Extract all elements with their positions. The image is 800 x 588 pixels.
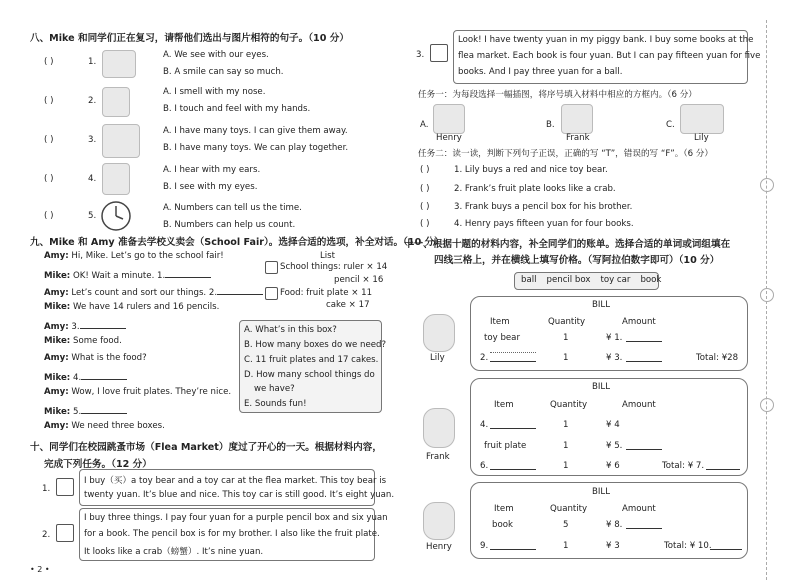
word: ball bbox=[521, 275, 537, 285]
henry-avatar bbox=[423, 502, 455, 540]
blank-number: 4. bbox=[72, 373, 82, 383]
answer-paren[interactable]: ( ) bbox=[44, 96, 54, 106]
passage-line: flea market. Each book is four yuan. But I can pay fifteen yuan for five bbox=[458, 51, 761, 61]
answer-line[interactable] bbox=[626, 528, 662, 529]
col-head: Item bbox=[494, 504, 514, 514]
girl-ears-picture bbox=[102, 163, 130, 195]
toys-picture bbox=[102, 124, 140, 158]
qty: 1 bbox=[563, 461, 569, 471]
list-line: School things: ruler × 14 bbox=[280, 262, 388, 272]
passage-number: 1. bbox=[42, 484, 51, 494]
judge-item: 1. Lily buys a red and nice toy bear. bbox=[454, 165, 608, 175]
answer-paren[interactable]: ( ) bbox=[420, 165, 430, 175]
judge-item: 4. Henry pays fifteen yuan for four books. bbox=[454, 219, 634, 229]
passage-line: for a book. The pencil box is for my brother. I also like the fruit plate. bbox=[84, 529, 380, 539]
pic-name: Frank bbox=[566, 133, 590, 143]
speaker: Mike: bbox=[44, 407, 71, 417]
col-head: Amount bbox=[622, 317, 656, 327]
item: book bbox=[492, 520, 513, 530]
line-text: OK! Wait a minute. bbox=[72, 271, 155, 281]
binding-hole bbox=[760, 398, 774, 412]
option: A. What’s in this box? bbox=[244, 325, 337, 335]
four-line-answer[interactable] bbox=[490, 549, 536, 550]
amount: ¥ 3 bbox=[606, 541, 620, 551]
word: book bbox=[640, 275, 662, 285]
amount: ¥ 1. bbox=[606, 333, 623, 343]
option: D. How many school things do bbox=[244, 370, 375, 380]
face-picture bbox=[102, 50, 136, 78]
speaker: Mike: bbox=[44, 373, 71, 383]
option: C. 11 fruit plates and 17 cakes. bbox=[244, 355, 379, 365]
speaker: Amy: bbox=[44, 322, 69, 332]
blank-number: 2. bbox=[208, 288, 218, 298]
amount: ¥ 5. bbox=[606, 441, 623, 451]
bill-total: Total: ¥ 7. bbox=[662, 461, 705, 471]
answer-paren[interactable]: ( ) bbox=[44, 174, 54, 184]
item-number: 4. bbox=[88, 174, 97, 184]
line-text: Some food. bbox=[72, 336, 122, 346]
blank-number: 1. bbox=[157, 271, 166, 281]
passage-line: I buy three things. I pay four yuan for a purple pencil box and six yuan bbox=[84, 513, 388, 523]
col-head: Quantity bbox=[550, 400, 588, 410]
answer-paren[interactable]: ( ) bbox=[44, 57, 54, 67]
answer-paren[interactable]: ( ) bbox=[44, 211, 54, 221]
section-10-heading: 十、同学们在校园跳蚤市场（Flea Market）度过了开心的一天。根据材料内容， bbox=[30, 442, 382, 453]
amount: ¥ 8. bbox=[606, 520, 623, 530]
speaker: Mike: bbox=[44, 336, 71, 346]
speaker: Amy: bbox=[44, 387, 69, 397]
qty: 1 bbox=[563, 333, 569, 343]
binding-hole bbox=[760, 178, 774, 192]
line-text: We have 14 rulers and 16 pencils. bbox=[72, 302, 220, 312]
four-line-answer[interactable] bbox=[490, 428, 536, 429]
amount: ¥ 4 bbox=[606, 420, 620, 430]
answer-line[interactable] bbox=[710, 549, 742, 550]
line-text: Let’s count and sort our things. bbox=[71, 288, 207, 298]
pic-letter: C. bbox=[666, 120, 675, 130]
passage-line: It looks like a crab（螃蟹）. It’s nine yuan. bbox=[84, 547, 264, 557]
clock-icon bbox=[100, 200, 132, 232]
henry-picture bbox=[433, 104, 465, 134]
bill-person: Lily bbox=[430, 353, 445, 363]
option-a: A. Numbers can tell us the time. bbox=[163, 203, 302, 213]
option-a: A. I hear with my ears. bbox=[163, 165, 261, 175]
task-2: 任务二：读一读，判断下列句子正误，正确的写 “T”，错误的写 “F”。（6 分） bbox=[418, 149, 713, 159]
answer-paren[interactable]: ( ) bbox=[420, 184, 430, 194]
answer-blank[interactable] bbox=[80, 319, 126, 329]
line-text: We need three boxes. bbox=[71, 421, 165, 431]
answer-paren[interactable]: ( ) bbox=[420, 219, 430, 229]
word-bank-words bbox=[516, 275, 666, 285]
pic-letter: B. bbox=[546, 120, 555, 130]
option-a: A. I smell with my nose. bbox=[163, 87, 266, 97]
bill-total: Total: ¥ 10. bbox=[664, 541, 712, 551]
pic-letter: A. bbox=[420, 120, 429, 130]
item: 6. bbox=[480, 461, 489, 471]
option-b: B. Numbers can help us count. bbox=[163, 220, 296, 230]
binding-hole bbox=[760, 288, 774, 302]
answer-box[interactable] bbox=[56, 524, 74, 542]
passage-line: I buy（买）a toy bear and a toy car at the flea market. This toy bear is bbox=[84, 476, 387, 486]
option-b: B. I have many toys. We can play together. bbox=[163, 143, 349, 153]
item-number: 1. bbox=[88, 57, 97, 67]
speaker: Amy: bbox=[44, 421, 69, 431]
list-line: cake × 17 bbox=[326, 300, 370, 310]
bill-title: BILL bbox=[592, 382, 611, 392]
item: 2. bbox=[480, 353, 489, 363]
bill-title: BILL bbox=[592, 300, 611, 310]
answer-line[interactable] bbox=[626, 361, 662, 362]
option: B. How many boxes do we need? bbox=[244, 340, 387, 350]
option-b: B. A smile can say so much. bbox=[163, 67, 284, 77]
passage-line: Look! I have twenty yuan in my piggy bank. I buy some books at the bbox=[458, 35, 754, 45]
word: toy car bbox=[600, 275, 631, 285]
item-number: 2. bbox=[88, 96, 97, 106]
item: fruit plate bbox=[484, 441, 527, 451]
qty: 1 bbox=[563, 420, 569, 430]
col-head: Item bbox=[490, 317, 510, 327]
item: 4. bbox=[480, 420, 489, 430]
answer-box[interactable] bbox=[430, 44, 448, 62]
qty: 1 bbox=[563, 541, 569, 551]
speaker: Amy: bbox=[44, 288, 69, 298]
bill-total: Total: ¥28 bbox=[696, 353, 739, 363]
speaker: Amy: bbox=[44, 353, 69, 363]
blank-number: 3. bbox=[71, 322, 80, 332]
answer-blank[interactable] bbox=[165, 268, 211, 278]
word: pencil box bbox=[546, 275, 591, 285]
answer-paren[interactable]: ( ) bbox=[44, 135, 54, 145]
bill-person: Frank bbox=[426, 452, 450, 462]
col-head: Quantity bbox=[550, 504, 588, 514]
bill-title: BILL bbox=[592, 487, 611, 497]
item-number: 5. bbox=[88, 211, 97, 221]
frank-picture bbox=[561, 104, 593, 134]
answer-blank[interactable] bbox=[217, 285, 263, 295]
col-head: Amount bbox=[622, 504, 656, 514]
answer-paren[interactable]: ( ) bbox=[420, 202, 430, 212]
qty: 1 bbox=[563, 441, 569, 451]
passage-line: twenty yuan. It’s blue and nice. This toy car is still good. It’s eight yuan. bbox=[84, 490, 395, 500]
frank-avatar bbox=[423, 408, 455, 448]
speaker: Mike: bbox=[44, 271, 71, 281]
four-line-answer[interactable] bbox=[490, 469, 536, 470]
section-11-heading: 十一、根据十题的材料内容，补全同学们的账单。选择合适的单词或词组填在 bbox=[404, 239, 731, 250]
bill-person: Henry bbox=[426, 542, 452, 552]
section-10-heading-2: 完成下列任务。（12 分） bbox=[44, 459, 152, 470]
option: E. Sounds fun! bbox=[244, 399, 307, 409]
line-text: Wow, I love fruit plates. They’re nice. bbox=[71, 387, 232, 397]
speaker: Amy: bbox=[44, 251, 69, 261]
pic-name: Henry bbox=[436, 133, 462, 143]
four-line-guide bbox=[490, 352, 536, 353]
col-head: Item bbox=[494, 400, 514, 410]
answer-blank[interactable] bbox=[81, 370, 127, 380]
col-head: Amount bbox=[622, 400, 656, 410]
section-8-heading: 八、Mike 和同学们正在复习，请帮他们选出与图片相符的句子。（10 分） bbox=[30, 33, 349, 44]
option-a: A. We see with our eyes. bbox=[163, 50, 269, 60]
section-11-heading-2: 四线三格上，并在横线上填写价格。（写阿拉伯数字即可）（10 分） bbox=[434, 255, 720, 266]
line-text: Hi, Mike. Let’s go to the school fair! bbox=[71, 251, 224, 261]
lily-picture bbox=[680, 104, 724, 134]
answer-box[interactable] bbox=[56, 478, 74, 496]
amount: ¥ 3. bbox=[606, 353, 623, 363]
col-head: Quantity bbox=[548, 317, 586, 327]
passage-number: 2. bbox=[42, 530, 51, 540]
four-line-answer[interactable] bbox=[490, 361, 536, 362]
qty: 1 bbox=[563, 353, 569, 363]
option-b: B. I see with my eyes. bbox=[163, 182, 258, 192]
qty: 5 bbox=[563, 520, 569, 530]
speaker: Mike: bbox=[44, 302, 71, 312]
hand-picture bbox=[102, 87, 130, 117]
answer-blank[interactable] bbox=[81, 404, 127, 414]
list-title: List bbox=[320, 251, 336, 261]
judge-item: 2. Frank’s fruit plate looks like a crab. bbox=[454, 184, 616, 194]
blank-number: 5. bbox=[72, 407, 82, 417]
passage-line: books. And I pay three yuan for a ball. bbox=[458, 67, 623, 77]
list-line: pencil × 16 bbox=[334, 275, 384, 285]
line-text: What is the food? bbox=[71, 353, 147, 363]
page-number: • 2 • bbox=[30, 565, 50, 574]
task-1: 任务一：为每段选择一幅插图，将序号填入材料中相应的方框内。（6 分） bbox=[418, 90, 697, 100]
judge-item: 3. Frank buys a pencil box for his brother. bbox=[454, 202, 633, 212]
option-a: A. I have many toys. I can give them away. bbox=[163, 126, 348, 136]
list-line: Food: fruit plate × 11 bbox=[280, 288, 373, 298]
item: toy bear bbox=[484, 333, 520, 343]
answer-line[interactable] bbox=[626, 449, 662, 450]
pic-name: Lily bbox=[694, 133, 709, 143]
passage-number: 3. bbox=[416, 50, 425, 60]
answer-line[interactable] bbox=[626, 341, 662, 342]
answer-line[interactable] bbox=[706, 469, 740, 470]
option-b: B. I touch and feel with my hands. bbox=[163, 104, 311, 114]
item: 9. bbox=[480, 541, 489, 551]
item-number: 3. bbox=[88, 135, 97, 145]
checkbox[interactable] bbox=[265, 261, 278, 274]
amount: ¥ 6 bbox=[606, 461, 620, 471]
section-9-heading: 九、Mike 和 Amy 准备去学校义卖会（School Fair）。选择合适的选项，补全对话。（10 分） bbox=[30, 237, 444, 248]
lily-avatar bbox=[423, 314, 455, 352]
checkbox[interactable] bbox=[265, 287, 278, 300]
option: we have? bbox=[254, 384, 295, 394]
